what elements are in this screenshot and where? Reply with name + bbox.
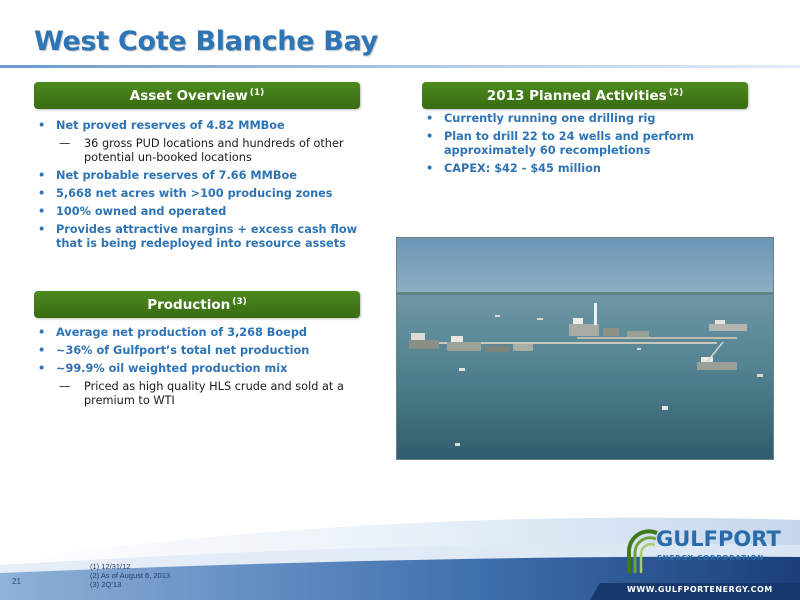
production-header	[34, 291, 360, 318]
list-item-text: 5,668 net acres with >100 producing zones	[56, 187, 333, 200]
production-header-label: Production	[147, 296, 231, 313]
list-item-text: ~36% of Gulfport’s total net production	[56, 344, 310, 357]
company-url: WWW.GULFPORTENERGY.COM	[627, 585, 773, 594]
planned-activities-header-ref: (2)	[668, 87, 684, 98]
bullet-icon: •	[38, 119, 46, 132]
bullet-icon: •	[38, 205, 46, 218]
footnotes	[90, 562, 170, 589]
planned-activities-header-label: 2013 Planned Activities	[486, 87, 667, 104]
production-list	[34, 326, 364, 412]
logo-tagline: ENERGY CORPORATION	[657, 554, 765, 562]
planned-activities-header	[422, 82, 748, 109]
asset-overview-list	[34, 119, 364, 255]
list-item	[34, 223, 364, 251]
list-item	[422, 130, 757, 158]
page-number: 21	[12, 577, 21, 586]
footnote-2: (2) As of August 6, 2013	[90, 571, 171, 580]
bullet-icon: •	[426, 130, 434, 143]
list-item	[34, 344, 364, 358]
list-item	[34, 326, 364, 340]
footnote-3: (3) 2Q’13	[90, 580, 122, 589]
bullet-icon: •	[38, 187, 46, 200]
logo-arc-icon	[625, 527, 659, 575]
list-item-text: Net proved reserves of 4.82 MMBoe	[56, 119, 285, 132]
dash-icon: —	[59, 137, 71, 150]
list-item-text: ~99.9% oil weighted production mix	[56, 362, 288, 375]
list-item	[34, 169, 364, 183]
production-header-ref: (3)	[232, 296, 247, 307]
list-item-text: 100% owned and operated	[56, 205, 227, 218]
list-item	[34, 187, 364, 201]
bullet-icon: •	[38, 223, 46, 236]
list-item	[34, 205, 364, 219]
bullet-icon: •	[38, 326, 46, 339]
field-photo-illustration	[397, 238, 774, 460]
bullet-icon: •	[38, 344, 46, 357]
list-item	[34, 380, 364, 408]
planned-activities-list	[422, 112, 757, 180]
list-item-text: 36 gross PUD locations and hundreds of other potential un-booked locations	[84, 137, 344, 164]
company-logo	[625, 527, 785, 597]
slide-title: West Cote Blanche Bay	[34, 26, 378, 57]
logo-wordmark: GULFPORT	[656, 527, 781, 551]
asset-overview-header-label: Asset Overview	[129, 87, 248, 104]
list-item	[422, 162, 757, 176]
list-item-text: Priced as high quality HLS crude and sold at a premium to WTI	[84, 380, 344, 407]
dash-icon: —	[59, 380, 71, 393]
asset-overview-header-ref: (1)	[249, 87, 265, 98]
list-item-text: Average net production of 3,268 Boepd	[56, 326, 308, 339]
bullet-icon: •	[426, 112, 434, 125]
list-item-text: Currently running one drilling rig	[444, 112, 656, 125]
footnote-1: (1) 12/31/12	[90, 562, 131, 571]
asset-overview-header	[34, 82, 360, 109]
field-aerial-photo	[396, 237, 774, 460]
bullet-icon: •	[38, 362, 46, 375]
list-item	[34, 137, 364, 165]
list-item	[34, 119, 364, 133]
list-item-text: Plan to drill 22 to 24 wells and perform approximately 60 recompletions	[444, 130, 694, 157]
list-item-text: Provides attractive margins + excess cash flow that is being redeployed into resource assets	[56, 223, 358, 250]
list-item	[422, 112, 757, 126]
list-item-text: Net probable reserves of 7.66 MMBoe	[56, 169, 297, 182]
list-item-text: CAPEX: $42 - $45 million	[444, 162, 601, 175]
bullet-icon: •	[426, 162, 434, 175]
title-divider	[0, 65, 800, 68]
list-item	[34, 362, 364, 376]
bullet-icon: •	[38, 169, 46, 182]
